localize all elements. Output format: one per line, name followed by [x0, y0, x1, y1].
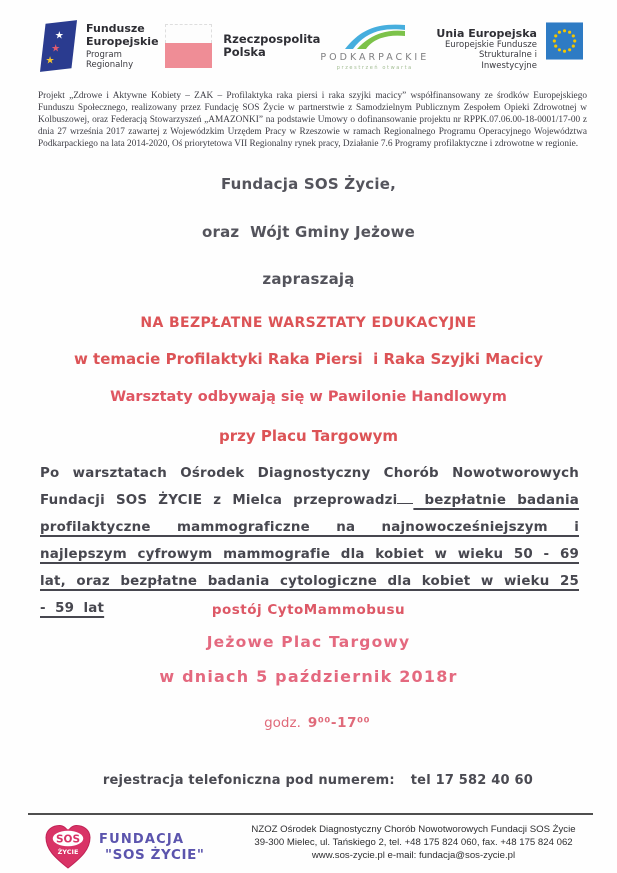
heart-icon — [44, 824, 92, 870]
podkarpackie-logo — [320, 22, 429, 71]
fundusze-europejskie-logo — [40, 18, 165, 74]
registration-label: rejestracja telefoniczna pod numerem: — [102, 773, 395, 788]
fe-logo-text: Fundusze — [86, 22, 145, 35]
workshop-location: Warsztaty odbywają się w Pawilonie Handlowym — [110, 389, 507, 405]
phone-number: tel 17 582 40 60 — [410, 773, 533, 788]
project-funding-note: Projekt „Zdrowe i Aktywne Kobiety – ZAK – Profilaktyka raka piersi i raka szyjki macicy” współfinansowany ze środków Europejskiego Funduszu Społecznego, realizowany przez Fundację SOS Życie w partnerstwie z Samodzielnym Publicznym Zespołem Opieki Zdrowotnej w Kolbuszowej, oraz Federacją Stowarzyszeń „AMAZONKI” na podstawie Umowy o dofinansowanie projektu nr RPPK.07.06.00-18-0001/17-00 z dnia 27 września 2017 zawartej z Wojewódzkim Urzędem Pracy w Rzeszowie w ramach Regionalnego Programu Operacyjnego Województwa Podkarpackiego na lata 2014-2020, Oś priorytetowa VII Regionalny rynek pracy, Działanie 7.6 Programy profilaktyczne i zdrowotne w regionie. — [38, 91, 587, 149]
screening-text: Po warsztatach Ośrodek Diagnostyczny Chorób Nowotworowych Fundacji SOS ŻYCIE z Mielca przeprowadzi — [40, 466, 579, 508]
clinic-address: 39-300 Mielec, ul. Tańskiego 2, tel. +48 175 824 060, fax. +48 175 824 062 — [254, 837, 573, 849]
cytomammobus-line: postój CytoMammobusu — [211, 602, 406, 618]
clinic-contact — [234, 820, 593, 863]
event-date: w dniach 5 październik 2018r — [159, 667, 458, 686]
hours-value: 9⁰⁰-17⁰⁰ — [307, 715, 371, 731]
poland-logo-text: Rzeczpospolita — [223, 31, 321, 46]
eu-flag-icon — [546, 21, 583, 61]
registration-line — [0, 758, 617, 803]
event-place: Jeżowe Plac Targowy — [206, 633, 411, 651]
poland-logo-text: Polska — [223, 45, 266, 59]
workshop-topic: w temacie Profilaktyki Raka Piersi i Raka Szyjki Macicy — [73, 350, 544, 368]
screening-text-underlined: bezpłatnie badania profilaktyczne mammograficzne na najnowocześniejszym i najlepszym cyfrowym mammografie dla kobiet w wieku 50 - 69 lat, oraz bezpłatne badania cytologiczne dla kobiet w wieku 25 - 59 lat — [40, 493, 579, 616]
unia-europejska-logo — [429, 21, 583, 72]
hours-label: godz. — [264, 715, 301, 731]
heart-zycie-text: ŻYCIE — [57, 848, 79, 856]
clinic-name: NZOZ Ośrodek Diagnostyczny Chorób Nowotworowych Fundacji SOS Życie — [251, 824, 576, 835]
eu-logo-subtext: Strukturalne i Inwestycyjne — [478, 50, 537, 71]
fe-logo-text: Europejskie — [86, 35, 159, 48]
host-line-2: oraz Wójt Gminy Jeżowe — [201, 223, 416, 241]
fe-flag-icon — [40, 18, 77, 74]
podkarpackie-logo-title: PODKARPACKIE — [320, 51, 430, 63]
star-icon: ★ — [45, 55, 55, 67]
footer — [28, 820, 593, 870]
poland-flag-icon — [165, 24, 212, 68]
underline-gap — [397, 501, 413, 504]
workshop-headline: NA BEZPŁATNE WARSZTATY EDUKACYJNE — [140, 315, 477, 331]
invitation-line: zapraszają — [262, 270, 355, 288]
event-hours — [0, 699, 617, 747]
star-icon: ★ — [51, 43, 61, 55]
star-icon: ★ — [54, 30, 64, 42]
host-line-1: Fundacja SOS Życie, — [220, 175, 397, 193]
eu-logo-subtext: Europejskie Fundusze — [444, 39, 537, 50]
rzeczpospolita-polska-logo — [165, 24, 320, 68]
fe-logo-subtext: Program Regionalny — [86, 50, 134, 70]
eu-logo-text: Unia Europejska — [436, 26, 537, 40]
podkarpackie-logo-subtitle: przestrzeń otwarta — [336, 64, 413, 71]
foundation-name: FUNDACJA "SOS ŻYCIE" — [99, 831, 205, 863]
sos-zycie-logo — [28, 820, 234, 870]
heart-sos-text: SOS — [55, 833, 81, 846]
podkarpackie-swoosh-icon — [343, 22, 407, 50]
workshop-location-2: przy Placu Targowym — [218, 427, 399, 445]
footer-divider — [28, 813, 593, 815]
clinic-web-email: www.sos-zycie.pl e-mail: fundacja@sos-zycie.pl — [311, 850, 516, 862]
funding-logos-bar — [40, 14, 583, 78]
